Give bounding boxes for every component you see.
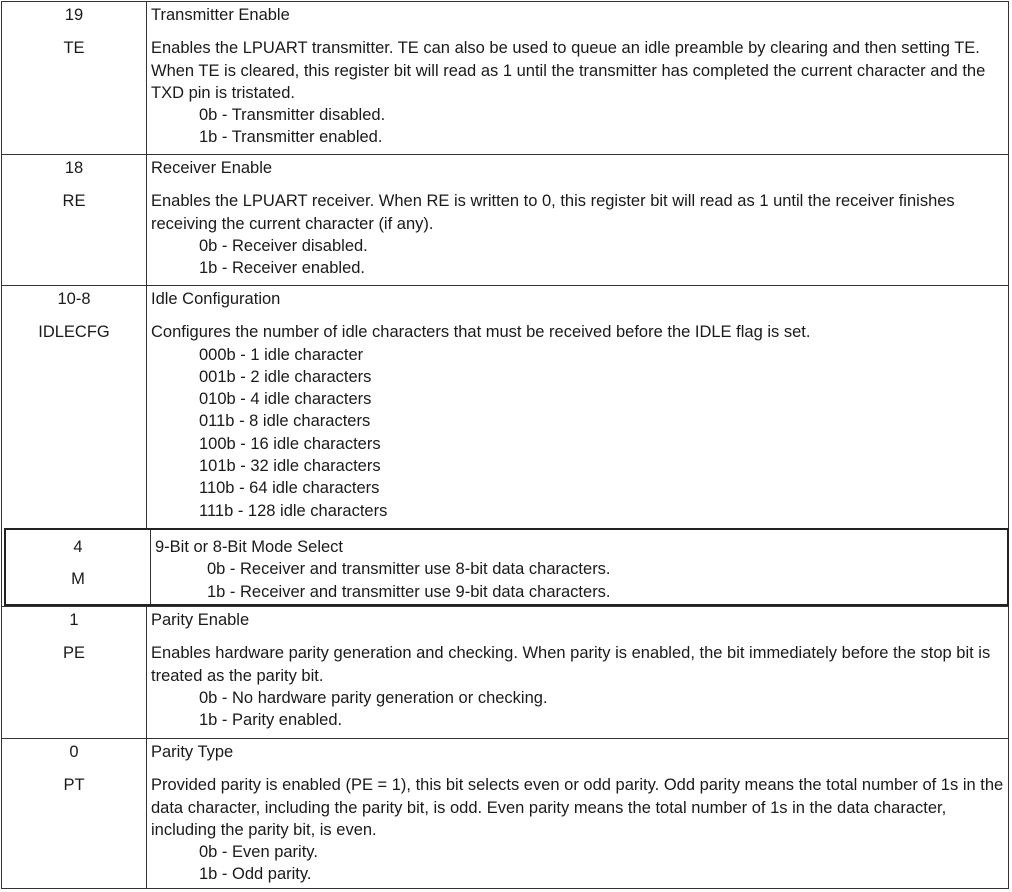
option-item: 001b - 2 idle characters (199, 367, 372, 386)
field-name: RE (62, 192, 86, 210)
option-item: 011b - 8 idle characters (199, 412, 371, 431)
bit-cell (2, 155, 147, 285)
table-row-re (2, 154, 1008, 285)
field-description: Enables the LPUART receiver. When RE is written to 0, this register bit will read as 1 until the receiver finishes receiving the current character (if any). (151, 192, 955, 233)
option-item: 1b - Parity enabled. (199, 711, 343, 730)
register-field-table (1, 1, 1009, 889)
option-item: 110b - 64 idle characters (199, 479, 380, 498)
field-title: Parity Type (151, 743, 234, 761)
option-item: 000b - 1 idle character (199, 345, 364, 364)
option-item: 0b - Transmitter disabled. (199, 106, 386, 125)
bit-cell (2, 2, 147, 154)
bit-number: 1 (69, 611, 79, 629)
option-list (151, 841, 1004, 886)
option-item: 1b - Transmitter enabled. (199, 128, 383, 147)
option-item: 0b - Receiver and transmitter use 8-bit data characters. (207, 560, 611, 579)
option-item: 010b - 4 idle characters (199, 390, 372, 409)
option-list (151, 104, 1004, 149)
table-row-pt (2, 738, 1008, 888)
bit-number: 0 (69, 743, 79, 761)
option-list (151, 235, 1004, 280)
field-title: Idle Configuration (151, 290, 281, 308)
description-cell (147, 286, 1008, 528)
bit-cell (2, 607, 147, 738)
bit-number: 4 (73, 538, 83, 556)
field-title: 9-Bit or 8-Bit Mode Select (155, 538, 343, 556)
field-description: Enables hardware parity generation and checking. When parity is enabled, the bit immediately before the stop bit is treated as the parity bit. (151, 644, 991, 685)
field-title: Transmitter Enable (151, 6, 290, 24)
field-title: Receiver Enable (151, 159, 273, 177)
table-row-te (2, 1, 1008, 154)
option-item: 1b - Receiver enabled. (199, 259, 366, 278)
bit-number: 18 (64, 159, 84, 177)
option-item: 0b - No hardware parity generation or checking. (199, 688, 548, 707)
bit-number: 10-8 (57, 290, 91, 308)
bit-cell (6, 530, 151, 604)
option-item: 100b - 16 idle characters (199, 434, 381, 453)
option-item: 111b - 128 idle characters (199, 501, 388, 520)
table-row-idlecfg (2, 285, 1008, 528)
field-description: Enables the LPUART transmitter. TE can also be used to queue an idle preamble by clearing and then setting TE. When TE is cleared, this register bit will read as 1 until the transmitter has completed the current character and the TXD pin is tristated. (151, 39, 986, 102)
field-name: TE (63, 39, 85, 57)
bit-cell (2, 286, 147, 528)
option-item: 1b - Odd parity. (199, 865, 312, 884)
option-list (155, 558, 1003, 603)
table-row-pe (2, 606, 1008, 738)
description-cell (147, 2, 1008, 154)
description-cell (147, 607, 1008, 738)
option-item: 0b - Even parity. (199, 843, 318, 862)
description-cell (147, 155, 1008, 285)
bit-cell (2, 739, 147, 888)
table-row-m (4, 528, 1009, 606)
bit-number: 19 (64, 6, 84, 24)
field-title: Parity Enable (151, 611, 250, 629)
field-description: Provided parity is enabled (PE = 1), this bit selects even or odd parity. Odd parity means the total number of 1s in the data character, including the parity bit, is odd. Even parity means the total number of 1s in the data character, including the parity bit, is even. (151, 776, 1004, 839)
field-name: PT (63, 776, 85, 794)
description-cell (151, 530, 1007, 604)
field-name: PE (62, 644, 85, 662)
option-list (151, 687, 1004, 732)
option-item: 1b - Receiver and transmitter use 9-bit data characters. (207, 582, 611, 601)
field-name: M (71, 570, 85, 588)
description-cell (147, 739, 1008, 888)
option-item: 101b - 32 idle characters (199, 457, 381, 476)
field-name: IDLECFG (38, 323, 110, 341)
field-description: Configures the number of idle characters that must be received before the IDLE flag is set. (151, 323, 811, 342)
option-list (151, 344, 1004, 522)
option-item: 0b - Receiver disabled. (199, 236, 368, 255)
